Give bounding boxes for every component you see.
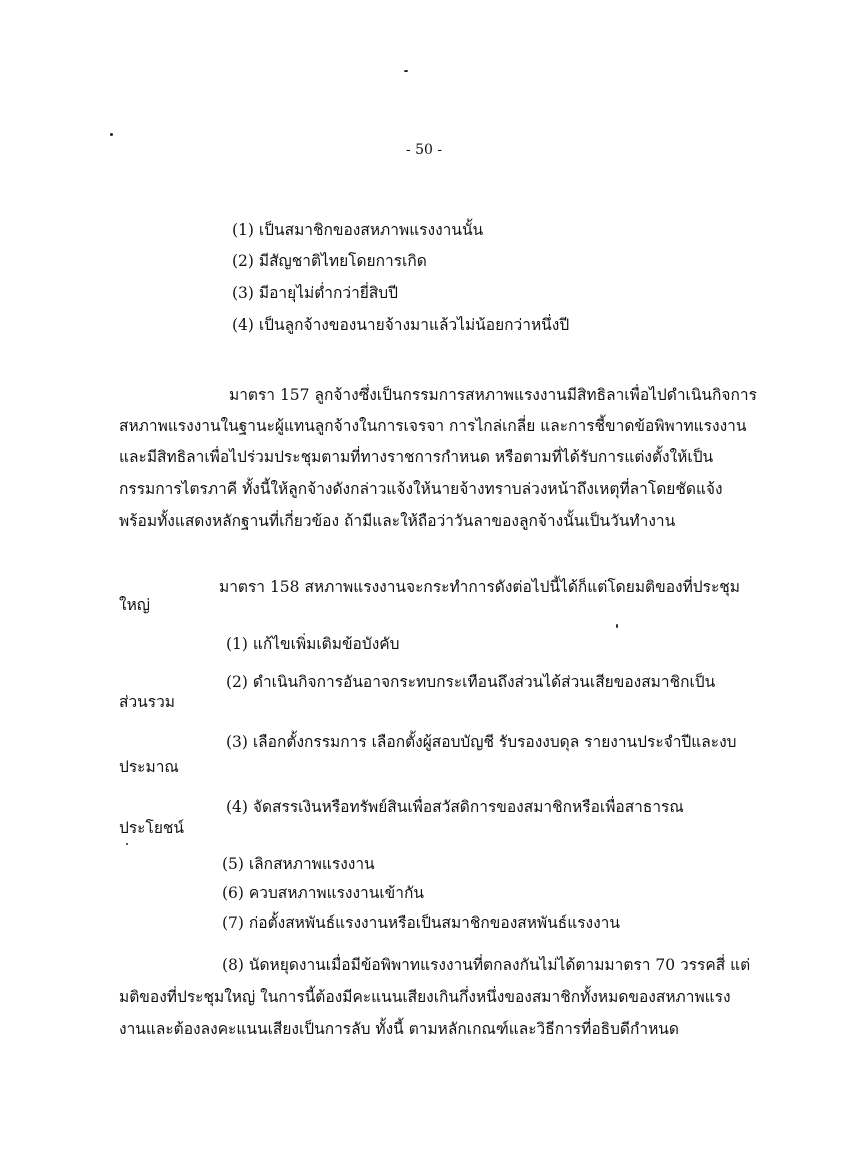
scan-speck [126,843,128,845]
qualification-item-4: (4) เป็นลูกจ้างของนายจ้างมาแล้วไม่น้อยกว่าหนึ่งปี [232,316,570,334]
section-157-line-5: พร้อมทั้งแสดงหลักฐานที่เกี่ยวข้อง ถ้ามีและให้ถือว่าวันลาของลูกจ้างนั้นเป็นวันทำงาน [119,512,676,530]
section-158-item-4: (4) จัดสรรเงินหรือทรัพย์สินเพื่อสวัสดิการของสมาชิกหรือเพื่อสาธารณ [226,798,684,816]
section-158-item-1: (1) แก้ไขเพิ่มเติมข้อบังคับ [226,635,400,653]
scan-speck [616,624,618,628]
section-157-line-4: กรรมการไตรภาคี ทั้งนี้ให้ลูกจ้างดังกล่าวแจ้งให้นายจ้างทราบล่วงหน้าถึงเหตุที่ลาโดยชัดแจ้ง [119,480,723,498]
qualification-item-1: (1) เป็นสมาชิกของสหภาพแรงงานนั้น [232,221,484,239]
section-158-item-6: (6) ควบสหภาพแรงงานเข้ากัน [222,884,424,902]
section-158-intro: มาตรา 158 สหภาพแรงงานจะกระทำการดังต่อไปนี้ได้ก็แต่โดยมติของที่ประชุม [219,578,741,596]
section-158-item-2-cont: ส่วนรวม [119,693,176,711]
section-157-line-2: สหภาพแรงงานในฐานะผู้แทนลูกจ้างในการเจรจา การไกล่เกลี่ย และการชี้ขาดข้อพิพาทแรงงาน [119,417,747,435]
section-158-item-3: (3) เลือกตั้งกรรมการ เลือกตั้งผู้สอบบัญชี รับรองงบดุล รายงานประจำปีและงบ [226,733,737,751]
scan-speck [404,70,408,72]
section-157-line-1: มาตรา 157 ลูกจ้างซึ่งเป็นกรรมการสหภาพแรงงานมีสิทธิลาเพื่อไปดำเนินกิจการ [229,386,757,404]
section-158-item-5: (5) เลิกสหภาพแรงงาน [222,855,375,873]
section-158-item-8-line-2: มติของที่ประชุมใหญ่ ในการนี้ต้องมีคะแนนเสียงเกินกึ่งหนึ่งของสมาชิกทั้งหมดของสหภาพแรง [119,988,731,1006]
section-158-item-7: (7) ก่อตั้งสหพันธ์แรงงานหรือเป็นสมาชิกของสหพันธ์แรงงาน [222,914,620,932]
qualification-item-3: (3) มีอายุไม่ต่ำกว่ายี่สิบปี [232,284,398,302]
section-158-item-8-line-1: (8) นัดหยุดงานเมื่อมีข้อพิพาทแรงงานที่ตกลงกันไม่ได้ตามมาตรา 70 วรรคสี่ แต่ [222,956,751,974]
section-158-intro-cont: ใหญ่ [119,596,150,614]
section-158-item-8-line-3: งานและต้องลงคะแนนเสียงเป็นการลับ ทั้งนี้ ตามหลักเกณฑ์และวิธีการที่อธิบดีกำหนด [119,1020,679,1038]
page-number: - 50 - [405,142,443,158]
section-158-item-4-cont: ประโยชน์ [119,819,185,837]
section-158-item-3-cont: ประมาณ [119,758,179,776]
qualification-item-2: (2) มีสัญชาติไทยโดยการเกิด [232,252,427,270]
section-158-item-2: (2) ดำเนินกิจการอันอาจกระทบกระเทือนถึงส่วนได้ส่วนเสียของสมาชิกเป็น [226,673,716,691]
scan-speck [110,133,113,136]
section-157-line-3: และมีสิทธิลาเพื่อไปร่วมประชุมตามที่ทางราชการกำหนด หรือตามที่ได้รับการแต่งตั้งให้เป็น [119,448,714,466]
